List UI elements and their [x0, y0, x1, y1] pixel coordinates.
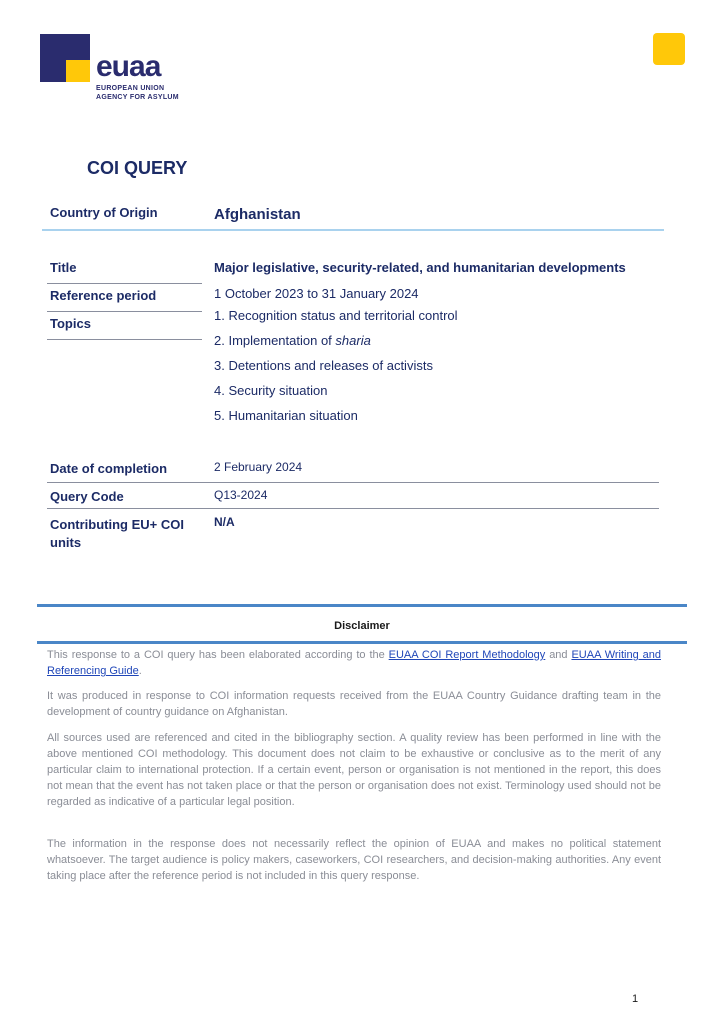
- disclaimer-paragraph-1: This response to a COI query has been elaborated according to the EUAA COI Report Methodology and EUAA Writing and Referencing Guide.: [47, 649, 661, 677]
- query-code-value: Q13-2024: [214, 488, 268, 502]
- topic-item: 2. Implementation of sharia: [214, 333, 371, 348]
- methodology-link[interactable]: EUAA COI Report Methodology: [388, 649, 546, 661]
- topic-item: 3. Detentions and releases of activists: [214, 358, 433, 373]
- title-label: Title: [50, 260, 77, 275]
- topics-list: [214, 308, 458, 433]
- date-of-completion-value: 2 February 2024: [214, 460, 303, 474]
- disclaimer-paragraph-4: The information in the response does not necessarily reflect the opinion of EUAA and makes no political statement whatsoever. The target audience is policy makers, caseworkers, COI researchers, and decision-making authorities. Any event taking place after the reference period is not included in this query response.: [47, 838, 661, 882]
- contributing-label: Contributing EU+ COI units: [50, 517, 184, 550]
- label-divider: [47, 339, 202, 340]
- reference-period-value: 1 October 2023 to 31 January 2024: [214, 286, 419, 301]
- disclaimer-paragraph-2: It was produced in response to COI information requests received from the EUAA Country Guidance drafting team in the development of country guidance on Afghanistan.: [47, 690, 661, 718]
- row-divider: [47, 508, 659, 509]
- disclaimer-top-bar: [37, 604, 687, 607]
- corner-accent-square: [653, 33, 685, 65]
- contributing-value: N/A: [214, 515, 235, 529]
- disclaimer-paragraph-3: All sources used are referenced and cited in the bibliography section. A quality review has been performed in line with the above mentioned COI methodology. This document does not claim to be exhaustive or conclusive as to the merit of any particular claim to international protection. If a certain event, person or organisation is not mentioned in the report, this does not mean that the event has not taken place or that the person or organisation does not exist. Terminology used should not be regarded as indicative of a particular legal position.: [47, 732, 661, 808]
- topic-item: 1. Recognition status and territorial control: [214, 308, 458, 323]
- reference-period-label: Reference period: [50, 288, 157, 303]
- country-value: Afghanistan: [214, 206, 301, 223]
- country-label: Country of Origin: [50, 205, 158, 220]
- title-value: Major legislative, security-related, and humanitarian developments: [214, 260, 626, 275]
- writing-guide-link[interactable]: EUAA Writing and Referencing Guide: [47, 649, 661, 677]
- label-divider: [47, 311, 202, 312]
- disclaimer-title: Disclaimer: [334, 620, 390, 632]
- disclaimer-bottom-bar: [37, 641, 687, 644]
- logo-wordmark: euaa: [96, 50, 161, 83]
- logo-subtitle: EUROPEAN UNION AGENCY FOR ASYLUM: [96, 85, 179, 101]
- label-divider: [47, 283, 202, 284]
- euaa-logo-icon: [40, 34, 90, 82]
- query-code-label: Query Code: [50, 489, 124, 504]
- topics-label: Topics: [50, 316, 91, 331]
- topic-item: 5. Humanitarian situation: [214, 408, 358, 423]
- page-number: 1: [632, 993, 639, 1005]
- country-divider: [42, 229, 664, 231]
- document-heading: COI QUERY: [87, 158, 188, 178]
- topic-item: 4. Security situation: [214, 383, 328, 398]
- row-divider: [47, 482, 659, 483]
- date-of-completion-label: Date of completion: [50, 461, 168, 476]
